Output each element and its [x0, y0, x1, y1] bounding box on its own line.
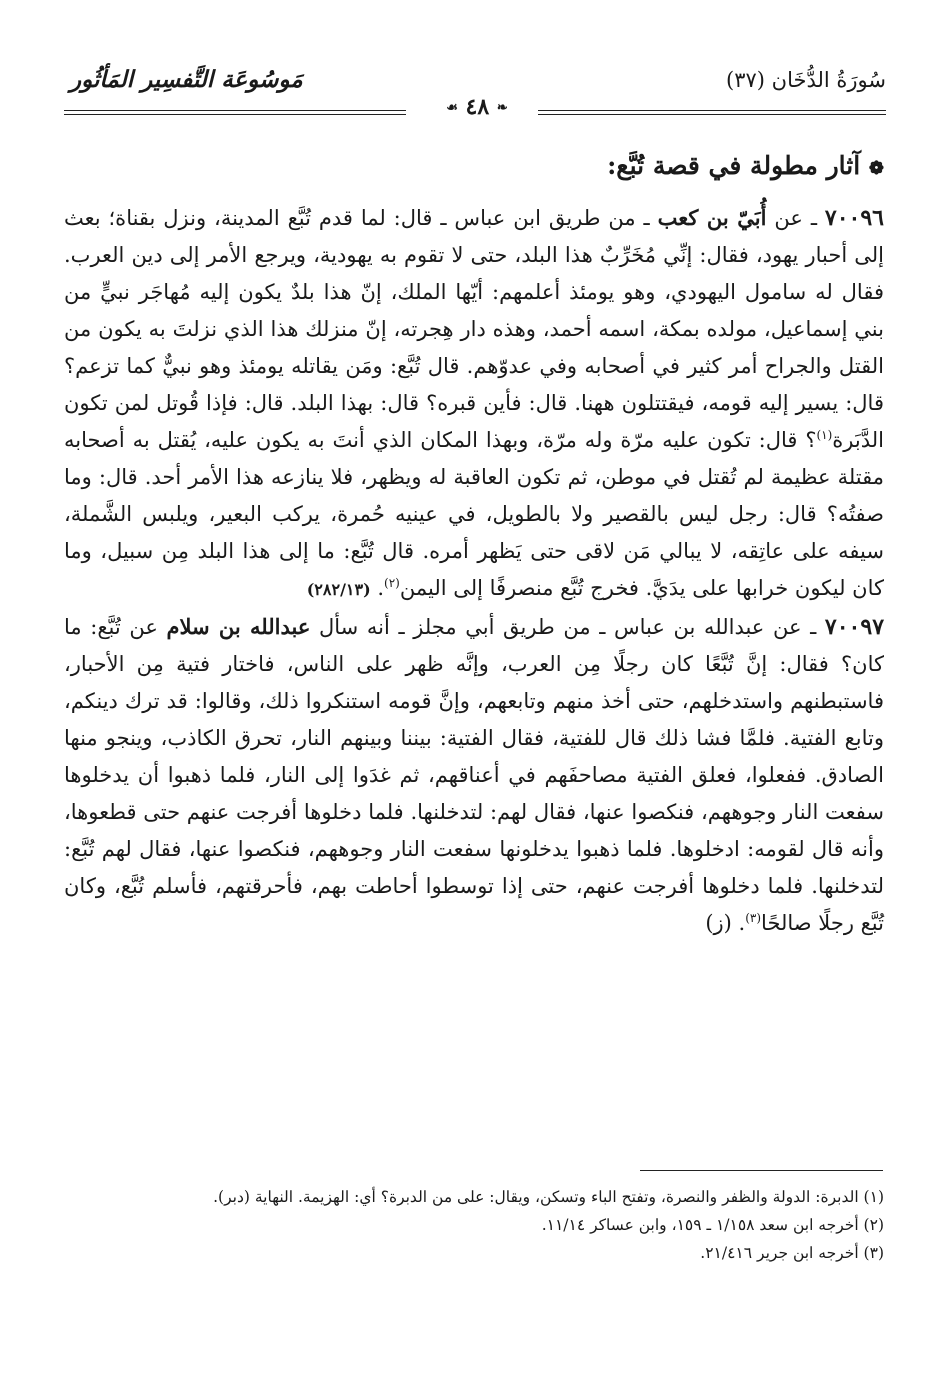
footnote-separator	[640, 1170, 883, 1171]
ornament-icon: ❧	[496, 100, 508, 116]
surah-title: سُورَةُ الدُّخَان (٣٧)	[726, 68, 886, 92]
entry-prefix: ـ عن عبدالله بن عباس ـ من طريق أبي مجلز ـ أنه سأل	[310, 615, 825, 639]
page-header	[64, 64, 886, 120]
entry-text: ؟ قال: تكون عليه مرّة وله مرّة، وبهذا المكان الذي أنتَ به يكون عليه، يُقتل به أصحابه مقتلة عظيمة لم تُقتل في موطن، ثم تكون العاقبة له ويظهر، فلا ينازعه هذا الأمر أحد. قال: وما صفتُه؟ قال: رجل ليس بالقصير ولا بالطويل، في عينيه حُمرة، يركب البعير، ويلبس الشَّملة، سيفه على عاتِقه، لا يبالي مَن لاقى حتى يَظهر أمره. قال تُبَّع: ما إلى هذا البلد مِن سبيل، وما كان ليكون خرابها على يدَيَّ. فخرج تُبَّع منصرفًا إلى اليمن	[64, 428, 884, 600]
footnote: (٢) أخرجه ابن سعد ١/١٥٨ ـ ١٥٩، وابن عساكر ١١/١٤.	[541, 1216, 884, 1234]
section-title: آثار مطولة في قصة تُبَّع:	[607, 151, 861, 180]
entry-text: ـ من طريق ابن عباس ـ قال: لما قدم تُبَّع المدينة، ونزل بقناة؛ بعث إلى أحبار يهود، فقال: إنِّي مُخَرِّبٌ هذا البلد، حتى لا تقوم به يهودية، ويرجع الأمر إلى دين العرب. فقال له سامول اليهودي، وهو يومئذ أعلمهم: أيّها الملك، إنّ هذا بلدٌ يكون إليه مُهاجَر نبيٍّ من بني إسماعيل، مولده بمكة، اسمه أحمد، وهذه دار هِجرته، إنّ منزلك هذا الذي نزلتَ به يكون من القتل والجراح أمر كثير في أصحابه وفي عدوّهم. قال تُبَّع: ومَن يقاتله يومئذ وهو نبيٌّ كما تزعم؟ قال: يسير إليه قومه، فيقتتلون ههنا. قال: فأين قبره؟ قال: بهذا البلد. قال: فإذا قُوتل لمن تكون الدَّبَرة	[64, 206, 884, 452]
narrator-name: عبدالله بن سلام	[166, 614, 311, 639]
volume-reference: . (ز)	[705, 911, 746, 935]
entry-text: عن تُبَّع: ما كان؟ فقال: إنَّ تُبَّعًا كان رجلًا مِن العرب، وإنَّه ظهر على الناس، فاختار فتية مِن الأحبار، فاستبطنهم واستدخلهم، حتى أخذ منهم وتابعهم، وإنَّ قومه استنكروا ذلك، وقالوا: قد ترك دينكم، وتابع الفتية. فلمَّا فشا ذلك قال للفتية، فقال الفتية: بيننا وبينهم النار، تحرق الكاذب، وينجو منها الصادق. ففعلوا، فعلق الفتية مصاحفَهم في أعناقهم، ثم غدَوا إلى النار، فلما ذهبوا أن يدخلوها سفعت النار وجوههم، فنكصوا عنها، فقال لهم: لتدخلنها. فلما دخلوها أفرجت عنهم حتى قطعوها، وأنه قال لقومه: ادخلوها. فلما ذهبوا يدخلونها سفعت النار وجوههم، فنكصوا عنها، فقال لهم تُبَّع: لتدخلنها. فلما دخلوها أفرجت عنهم، حتى إذا توسطوا أحاطت بهم، فأحرقتهم، فأسلم تُبَّع، وكان تُبَّع رجلًا صالحًا	[64, 615, 884, 935]
volume-reference: (٢٨٢/١٣)	[306, 580, 371, 599]
book-title: مَوسُوعَة التَّفسِير المَأثُور	[70, 66, 303, 93]
page-number-block	[438, 94, 516, 120]
page-number: ٤٨	[465, 94, 490, 120]
main-text	[64, 146, 884, 942]
header-rule-left	[64, 110, 406, 115]
footnote-marker: (١)	[816, 428, 833, 442]
ornament-icon: ☙	[446, 100, 458, 116]
entry-number: ٧٠٠٩٧	[824, 614, 885, 640]
entry-number: ٧٠٠٩٦	[824, 205, 884, 231]
footnote: (١) الدبرة: الدولة والظفر والنصرة، وتفتح الباء وتسكن، ويقال: على من الدبرة؟ أي: الهزيمة. النهاية (دبر).	[213, 1188, 884, 1206]
flower-icon: ❁	[868, 158, 884, 179]
athar-entry: ٧٠٠٩٦ ـ عن أُبَيّ بن كعب ـ من طريق ابن عباس ـ قال: لما قدم تُبَّع المدينة، ونزل بقناة؛ بعث إلى أحبار يهود، فقال: إنِّي مُخَرِّبٌ هذا البلد، حتى لا تقوم به يهودية، ويرجع الأمر إلى دين العرب. فقال له سامول اليهودي، وهو يومئذ أعلمهم: أيّها الملك، إنّ هذا بلدٌ يكون إليه مُهاجَر نبيٍّ من بني إسماعيل، مولده بمكة، اسمه أحمد، وهذه دار هِجرته، إنّ منزلك هذا الذي نزلتَ به يكون من القتل والجراح أمر كثير في أصحابه وفي عدوّهم. قال تُبَّع: ومَن يقاتله يومئذ وهو نبيٌّ كما تزعم؟ قال: يسير إليه قومه، فيقتتلون ههنا. قال: فأين قبره؟ قال: بهذا البلد. قال: فإذا قُوتل لمن تكون الدَّبَرة$^{(١)}$؟ قال: تكون عليه مرّة وله مرّة، وبهذا المكان الذي أنتَ به يكون عليه، يُقتل به أصحابه مقتلة عظيمة لم تُقتل في موطن، ثم تكون العاقبة له ويظهر، فلا ينازعه هذا الأمر أحد. قال: وما صفتُه؟ قال: رجل ليس بالقصير ولا بالطويل، في عينيه حُمرة، يركب البعير، ويلبس الشَّملة، سيفه على عاتِقه، لا يبالي مَن لاقى حتى يَظهر أمره. قال تُبَّع: ما إلى هذا البلد مِن سبيل، وما كان ليكون خرابها على يدَيَّ. فخرج تُبَّع منصرفًا إلى اليمن$^{(٢)}$. (٢٨٢/١٣)	[64, 205, 884, 600]
narrator-name: أُبَيّ بن كعب	[657, 205, 767, 230]
section-heading	[64, 146, 884, 189]
entry-prefix: ـ عن	[766, 206, 825, 230]
footnotes	[64, 1183, 884, 1267]
athar-entry	[64, 608, 884, 942]
header-rule-right	[538, 110, 886, 115]
footnote-marker: (٢)	[384, 576, 400, 590]
footnote: (٣) أخرجه ابن جرير ٢١/٤١٦.	[700, 1244, 884, 1262]
footnote-marker: (٣)	[745, 911, 762, 925]
